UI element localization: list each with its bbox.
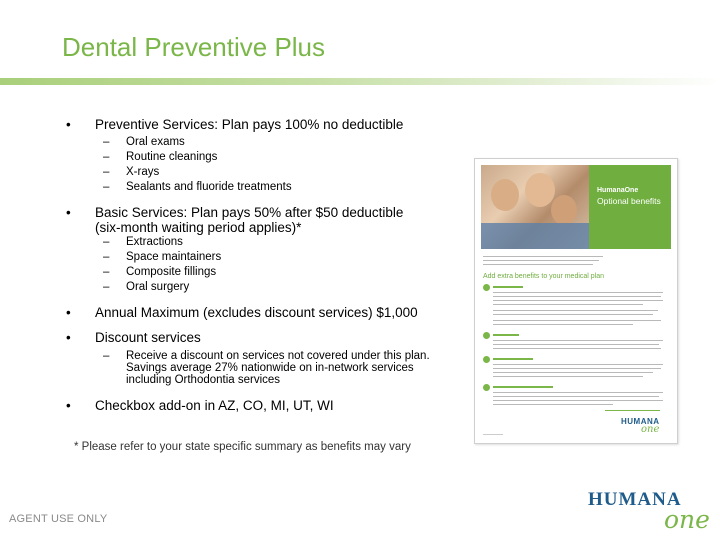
sub-item-text: Oral surgery [126,281,190,293]
slide-title: Dental Preventive Plus [62,32,326,62]
dash-glyph: – [103,251,110,263]
bullet-glyph: • [66,330,71,345]
sub-item-text: Space maintainers [126,251,222,263]
sub-item-text: Composite fillings [126,266,217,278]
dash-glyph: – [103,166,110,178]
bullet-text-line2: (six-month waiting period applies)* [95,220,302,235]
dash-glyph: – [103,266,110,278]
sub-item-text: X-rays [126,166,160,178]
bullet-text: Discount services [95,330,201,345]
bullet-glyph: • [66,305,71,320]
bullet-text: Annual Maximum (excludes discount services) $1,000 [95,305,418,320]
footnote: * Please refer to your state specific summary as benefits may vary [74,441,411,453]
sub-item-text-line2: Savings average 27% nationwide on in-network services [126,362,414,374]
sub-item-text: Sealants and fluoride treatments [126,181,292,193]
bullet-text: Checkbox add-on in AZ, CO, MI, UT, WI [95,398,334,413]
dash-glyph: – [103,350,110,362]
bullet-glyph: • [66,398,71,413]
dash-glyph: – [103,281,110,293]
brochure-heading: Optional benefits [597,196,661,206]
dash-glyph: – [103,181,110,193]
brochure-logo-word: HUMANA [621,417,660,426]
sub-item-text: Extractions [126,236,183,248]
sub-item-text-line3: including Orthodontia services [126,374,281,386]
brochure-brand: HumanaOne [597,187,639,194]
bullet-glyph: • [66,117,71,132]
bullet-text-line1: Basic Services: Plan pays 50% after $50 deductible [95,205,404,220]
brochure-logo-sub: one [641,424,660,435]
family-photo [481,165,589,249]
brochure-header-panel [589,165,671,249]
humana-logo-one: one [664,505,710,534]
brochure-section-heading: Add extra benefits to your medical plan [483,273,605,280]
sub-item-text: Oral exams [126,136,185,148]
bullet-glyph: • [66,205,71,220]
dash-glyph: – [103,151,110,163]
agent-use-only-label: AGENT USE ONLY [9,513,108,525]
sub-item-text-line1: Receive a discount on services not covered under this plan. [126,350,430,362]
sub-item-text: Routine cleanings [126,151,218,163]
dash-glyph: – [103,136,110,148]
bullet-text: Preventive Services: Plan pays 100% no deductible [95,117,404,132]
brochure-thumbnail [474,158,678,444]
dash-glyph: – [103,236,110,248]
humana-logo-word: HUMANA [588,489,682,510]
